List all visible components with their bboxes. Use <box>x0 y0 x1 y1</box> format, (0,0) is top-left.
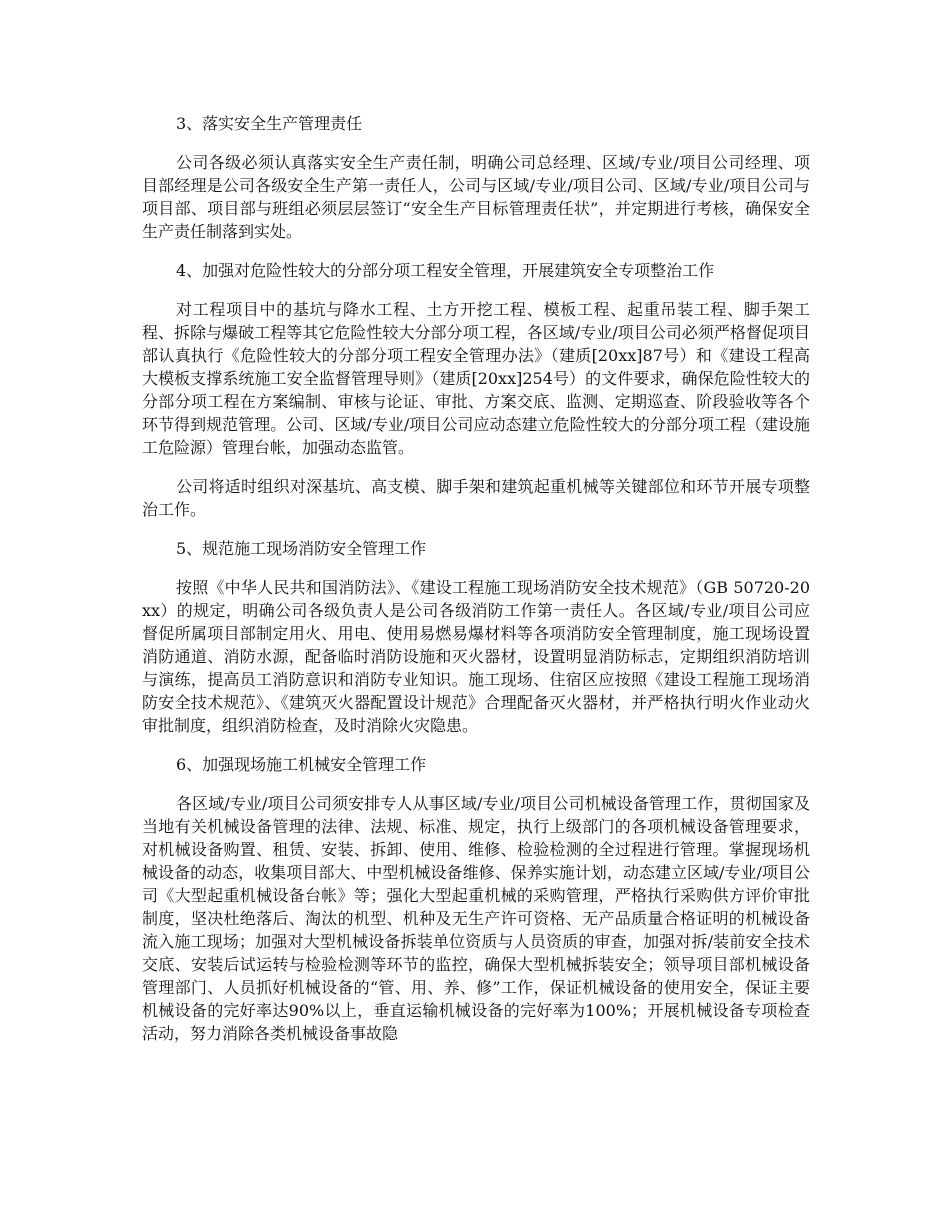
paragraph: 公司将适时组织对深基坑、高支模、脚手架和建筑起重机械等关键部位和环节开展专项整治工作。 <box>142 477 810 519</box>
section-5 <box>142 537 810 737</box>
section-heading: 6、加强现场施工机械安全管理工作 <box>176 755 427 774</box>
paragraph: 按照《中华人民共和国消防法》、《建设工程施工现场消防安全技术规范》（GB 50720-20xx）的规定，明确公司各级负责人是公司各级消防工作第一责任人。各区域/专业/项目公司应督促所属项目部制定用火、用电、使用易燃易爆材料等各项消防安全管理制度，施工现场设置消防通道、消防水源，配备临时消防设施和灭火器材，设置明显消防标志，定期组织消防培训与演练，提高员工消防意识和消防专业知识。施工现场、住宿区应按照《建设工程施工现场消防安全技术规范》、《建筑灭火器配置设计规范》合理配备灭火器材，并严格执行明火作业动火审批制度，组织消防检查，及时消除火灾隐患。 <box>142 578 810 735</box>
paragraph: 对工程项目中的基坑与降水工程、土方开挖工程、模板工程、起重吊装工程、脚手架工程、拆除与爆破工程等其它危险性较大分部分项工程，各区域/专业/项目公司必须严格督促项目部认真执行《危险性较大的分部分项工程安全管理办法》（建质[20xx]87号）和《建设工程高大模板支撑系统施工安全监督管理导则》（建质[20xx]254号）的文件要求，确保危险性较大的分部分项工程在方案编制、审核与论证、审批、方案交底、监测、定期巡查、阶段验收等各个环节得到规范管理。公司、区域/专业/项目公司应动态建立危险性较大的分部分项工程（建设施工危险源）管理台帐，加强动态监管。 <box>142 300 810 457</box>
paragraph: 公司各级必须认真落实安全生产责任制，明确公司总经理、区域/专业/项目公司经理、项目部经理是公司各级安全生产第一责任人，公司与区域/专业/项目公司、区域/专业/项目公司与项目部、项目部与班组必须层层签订“安全生产目标管理责任状”，并定期进行考核，确保安全生产责任制落到实处。 <box>142 153 810 241</box>
section-3 <box>142 112 810 243</box>
section-heading: 3、落实安全生产管理责任 <box>176 114 363 133</box>
section-heading: 4、加强对危险性较大的分部分项工程安全管理，开展建筑安全专项整治工作 <box>176 261 715 280</box>
paragraph: 各区域/专业/项目公司须安排专人从事区域/专业/项目公司机械设备管理工作，贯彻国家及当地有关机械设备管理的法律、法规、标准、规定，执行上级部门的各项机械设备管理要求，对机械设备购置、租赁、安装、拆卸、使用、维修、检验检测的全过程进行管理。掌握现场机械设备的动态，收集项目部大、中型机械设备维修、保养实施计划，动态建立区域/专业/项目公司《大型起重机械设备台帐》等；强化大型起重机械的采购管理，严格执行采购供方评价审批制度，坚决杜绝落后、淘汰的机型、机种及无生产许可资格、无产品质量合格证明的机械设备流入施工现场；加强对大型机械设备拆装单位资质与人员资质的审查，加强对拆/装前安全技术交底、安装后试运转与检验检测等环节的监控，确保大型机械拆装安全；领导项目部机械设备管理部门、人员抓好机械设备的“管、用、养、修”工作，保证机械设备的使用安全，保证主要机械设备的完好率达90%以上，垂直运输机械设备的完好率为100%；开展机械设备专项检查活动，努力消除各类机械设备事故隐 <box>142 794 810 1043</box>
section-4 <box>142 259 810 521</box>
section-heading: 5、规范施工现场消防安全管理工作 <box>176 539 427 558</box>
document-body <box>142 112 810 1061</box>
section-6 <box>142 753 810 1045</box>
